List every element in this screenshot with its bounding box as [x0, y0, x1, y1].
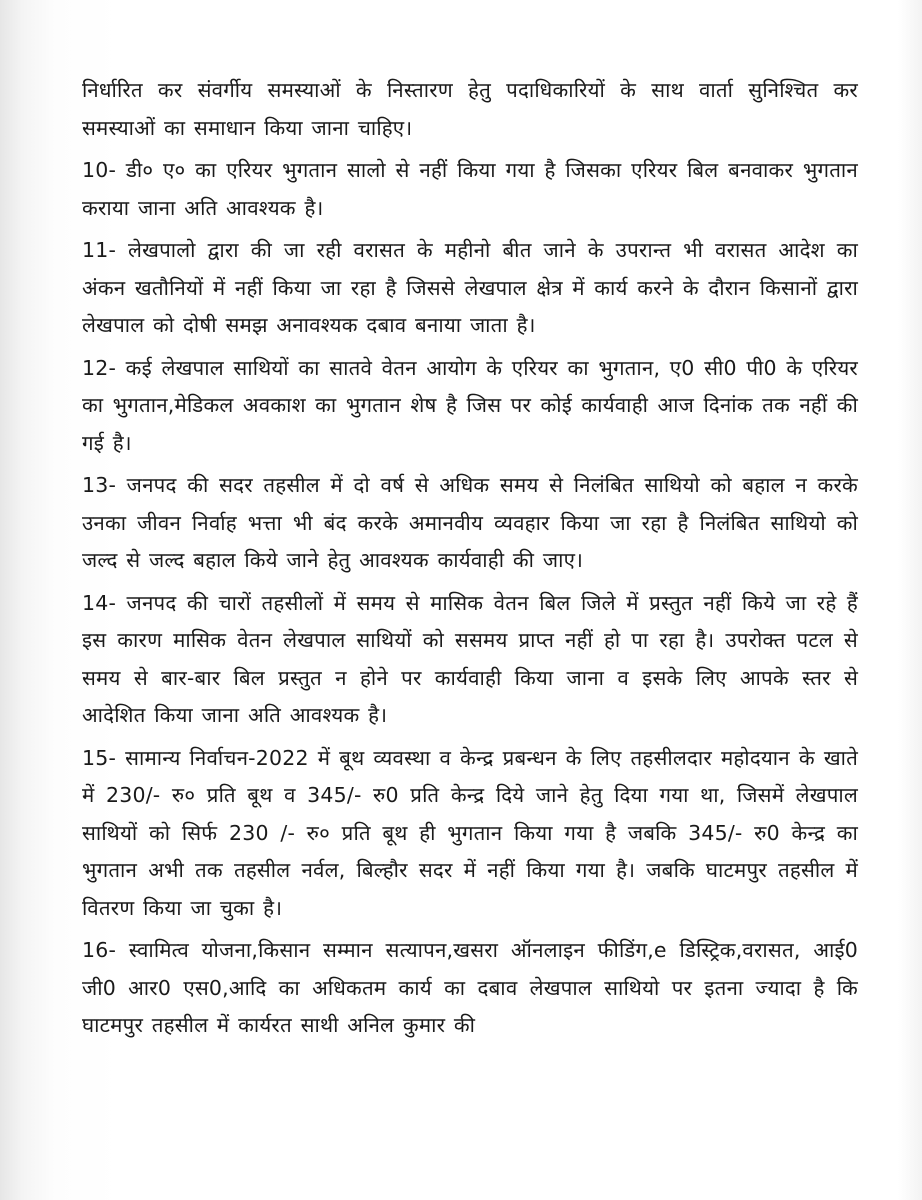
scan-edge-shadow — [898, 0, 922, 1200]
paragraph-point-15: 15- सामान्य निर्वाचन-2022 में बूथ व्यवस्था व केन्द्र प्रबन्धन के लिए तहसीलदार महोदयान के खाते में 230/- रु० प्रति बूथ व 345/- रु0 प्रति केन्द्र दिये जाने हेतु दिया गया था, जिसमें लेखपाल साथियों को सिर्फ 230 /- रु० प्रति बूथ ही भुगतान किया गया है जबकि 345/- रु0 केन्द्र का भुगतान अभी तक तहसील नर्वल, बिल्हौर सदर में नहीं किया गया है। जबकि घाटमपुर तहसील में वितरण किया जा चुका है। — [82, 745, 858, 920]
paragraph-point-10: 10- डी० ए० का एरियर भुगतान सालो से नहीं किया गया है जिसका एरियर बिल बनवाकर भुगतान कराया जाना अति आवश्यक है। — [82, 158, 858, 220]
paragraph-point-13: 13- जनपद की सदर तहसील में दो वर्ष से अधिक समय से निलंबित साथियो को बहाल न करके उनका जीवन निर्वाह भत्ता भी बंद करके अमानवीय व्यवहार किया जा रहा है निलंबित साथियो को जल्द से जल्द बहाल किये जाने हेतु आवश्यक कार्यवाही की जाए। — [82, 473, 858, 572]
paragraph-continuation: निर्धारित कर संवर्गीय समस्याओं के निस्तारण हेतु पदाधिकारियों के साथ वार्ता सुनिश्चित कर समस्याओं का समाधान किया जाना चाहिए। — [82, 78, 858, 140]
paragraph-point-11: 11- लेखपालो द्वारा की जा रही वरासत के महीनो बीत जाने के उपरान्त भी वरासत आदेश का अंकन खतौनियों में नहीं किया जा रहा है जिससे लेखपाल क्षेत्र में कार्य करने के दौरान किसानों द्वारा लेखपाल को दोषी समझ अनावश्यक दबाव बनाया जाता है। — [82, 238, 858, 337]
paragraph-point-14: 14- जनपद की चारों तहसीलों में समय से मासिक वेतन बिल जिले में प्रस्तुत नहीं किये जा रहे हैं इस कारण मासिक वेतन लेखपाल साथियों को ससमय प्राप्त नहीं हो पा रहा है। उपरोक्त पटल से समय से बार-बार बिल प्रस्तुत न होने पर कार्यवाही किया जाना व इसके लिए आपके स्तर से आदेशित किया जाना अति आवश्यक है। — [82, 590, 858, 727]
paragraph-point-16: 16- स्वामित्व योजना,किसान सम्मान सत्यापन,खसरा ऑनलाइन फीडिंग,e डिस्ट्रिक,वरासत, आई0 जी0 आर0 एस0,आदि का अधिकतम कार्य का दबाव लेखपाल साथियो पर इतना ज्यादा है कि घाटमपुर तहसील में कार्यरत साथी अनिल कुमार की — [82, 938, 858, 1037]
paragraph-point-12: 12- कई लेखपाल साथियों का सातवे वेतन आयोग के एरियर का भुगतान, ए0 सी0 पी0 के एरियर का भुगतान,मेडिकल अवकाश का भुगतान शेष है जिस पर कोई कार्यवाही आज दिनांक तक नहीं की गई है। — [82, 355, 858, 455]
document-body — [82, 72, 858, 1050]
